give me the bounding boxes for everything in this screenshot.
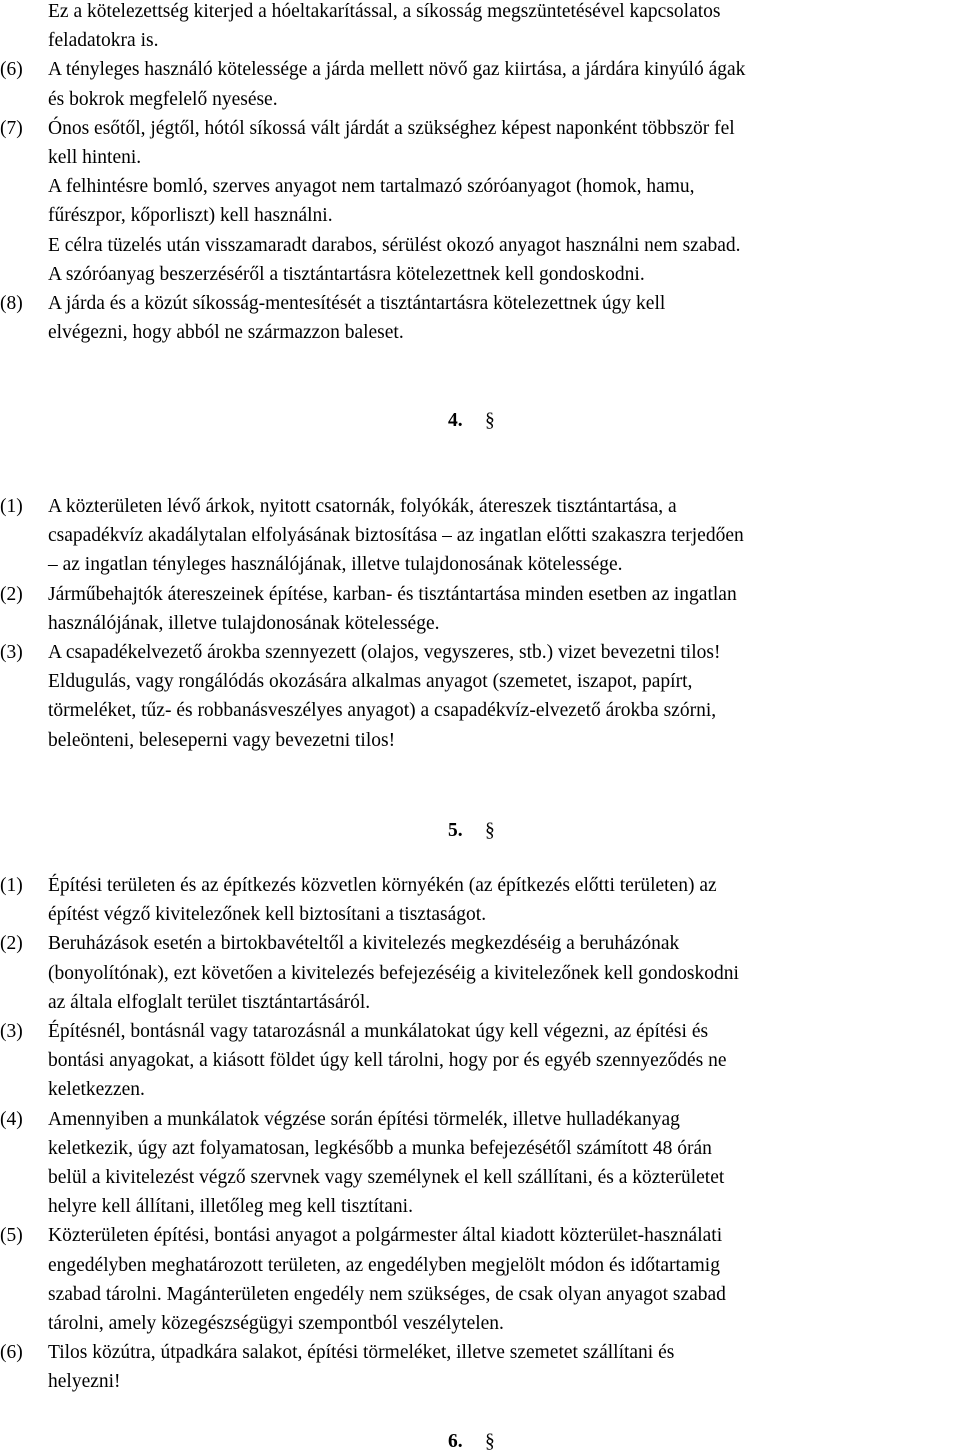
paragraph-line: tárolni, amely közegészségügyi szempontból veszélytelen. bbox=[48, 1313, 504, 1334]
paragraph-line: Eldugulás, vagy rongálódás okozására alkalmas anyagot (szemetet, iszapot, papírt, bbox=[48, 671, 693, 693]
paragraph-line: építést végző kivitelezőnek kell biztosítani a tisztaságot. bbox=[48, 904, 487, 926]
paragraph-number: (3) bbox=[0, 642, 23, 663]
paragraph-line: helyre kell állítani, illetőleg meg kell tisztítani. bbox=[48, 1196, 413, 1218]
paragraph-line: bontási anyagokat, a kiásott földet úgy kell tárolni, hogy por és egyéb szennyeződés ne bbox=[48, 1050, 727, 1072]
paragraph-line: Tilos közútra, útpadkára salakot, építési törmeléket, illetve szemetet szállítani és bbox=[48, 1342, 675, 1364]
paragraph-line: az általa elfoglalt terület tisztántartásáról. bbox=[48, 991, 371, 1013]
section-heading: 5. bbox=[448, 820, 463, 841]
paragraph-line: Amennyiben a munkálatok végzése során építési törmelék, illetve hulladékanyag bbox=[48, 1108, 680, 1130]
paragraph-line: A közterületen lévő árkok, nyitott csatornák, folyókák, átereszek tisztántartása, a bbox=[48, 496, 677, 517]
paragraph-line: Építésnél, bontásnál vagy tatarozásnál a munkálatokat úgy kell végezni, az építési és bbox=[48, 1021, 709, 1042]
paragraph-line: A felhintésre bomló, szerves anyagot nem tartalmazó szóróanyagot (homok, hamu, bbox=[48, 176, 695, 198]
paragraph-line: belül a kivitelezést végző szervnek vagy személynek el kell szállítani, és a közterületet bbox=[48, 1167, 725, 1188]
paragraph-number: (4) bbox=[0, 1108, 23, 1130]
paragraph-line: Közterületen építési, bontási anyagot a polgármester által kiadott közterület-használati bbox=[48, 1225, 723, 1247]
paragraph-line: A tényleges használó kötelessége a járda mellett növő gaz kiirtása, a járdára kinyúló ágak bbox=[48, 59, 746, 81]
paragraph-line: fűrészpor, kőporliszt) kell használni. bbox=[48, 205, 333, 227]
section-heading: 4. bbox=[448, 410, 463, 431]
paragraph-number: (6) bbox=[0, 1342, 23, 1364]
paragraph-line: A szóróanyag beszerzéséről a tisztántartásra kötelezettnek kell gondoskodni. bbox=[48, 263, 645, 285]
paragraph-number: (7) bbox=[0, 117, 23, 139]
paragraph-line: A csapadékelvezető árokba szennyezett (olajos, vegyszeres, stb.) vizet bevezetni tilos! bbox=[48, 642, 721, 663]
paragraph-line: szabad tárolni. Magánterületen engedély nem szükséges, de csak olyan anyagot szabad bbox=[48, 1283, 726, 1305]
paragraph-line: – az ingatlan tényleges használójának, illetve tulajdonosának kötelessége. bbox=[48, 554, 623, 576]
paragraph-line: Ónos esőtől, jégtől, hótól síkossá vált járdát a szükséghez képest naponként többször fel bbox=[48, 117, 735, 139]
paragraph-line: és bokrok megfelelő nyesése. bbox=[48, 88, 278, 110]
paragraph-line: csapadékvíz akadálytalan elfolyásának biztosítása – az ingatlan előtti szakaszra terjedően bbox=[48, 525, 744, 547]
paragraph-line: keletkezik, úgy azt folyamatosan, legkésőbb a munka befejezésétől számított 48 órán bbox=[48, 1137, 712, 1159]
paragraph-number: (8) bbox=[0, 293, 23, 314]
paragraph-line: Beruházások esetén a birtokbavételtől a kivitelezés megkezdéséig a beruházónak bbox=[48, 933, 680, 955]
paragraph-line: feladatokra is. bbox=[48, 30, 159, 52]
section-sign: § bbox=[485, 1431, 495, 1452]
section-heading: 6. bbox=[448, 1431, 463, 1452]
paragraph-line: Járműbehajtók átereszeinek építése, karban- és tisztántartása minden esetben az ingatlan bbox=[48, 583, 737, 605]
paragraph-line: beleönteni, beleseperni vagy bevezetni tilos! bbox=[48, 729, 396, 751]
paragraph-number: (5) bbox=[0, 1225, 23, 1247]
paragraph-line: elvégezni, hogy abból ne származzon baleset. bbox=[48, 322, 404, 344]
paragraph-line: keletkezzen. bbox=[48, 1079, 145, 1101]
paragraph-line: kell hinteni. bbox=[48, 147, 142, 168]
paragraph-line: használójának, illetve tulajdonosának kötelessége. bbox=[48, 612, 440, 634]
paragraph-number: (1) bbox=[0, 496, 23, 517]
section-sign: § bbox=[485, 410, 495, 431]
paragraph-number: (1) bbox=[0, 875, 23, 896]
paragraph-line: (bonyolítónak), ezt követően a kivitelezés befejezéséig a kivitelezőnek kell gondoskodni bbox=[48, 962, 739, 984]
paragraph-line: E célra tüzelés után visszamaradt darabos, sérülést okozó anyagot használni nem szabad. bbox=[48, 234, 741, 256]
paragraph-line: Építési területen és az építkezés közvetlen környékén (az építkezés előtti területen) az bbox=[48, 875, 717, 896]
paragraph-number: (2) bbox=[0, 933, 23, 955]
paragraph-number: (2) bbox=[0, 583, 23, 605]
paragraph-line: helyezni! bbox=[48, 1371, 121, 1393]
paragraph-line: A járda és a közút síkosság-mentesítését a tisztántartásra kötelezettnek úgy kell bbox=[48, 293, 666, 314]
paragraph-line: engedélyben meghatározott területen, az engedélyben megjelölt módon és időtartamig bbox=[48, 1254, 720, 1276]
paragraph-number: (3) bbox=[0, 1021, 23, 1042]
paragraph-number: (6) bbox=[0, 59, 23, 81]
paragraph-line: Ez a kötelezettség kiterjed a hóeltakarítással, a síkosság megszüntetésével kapcsolatos bbox=[48, 1, 721, 22]
section-sign: § bbox=[485, 820, 495, 841]
paragraph-line: törmeléket, tűz- és robbanásveszélyes anyagot) a csapadékvíz-elvezető árokba szórni, bbox=[48, 700, 717, 722]
